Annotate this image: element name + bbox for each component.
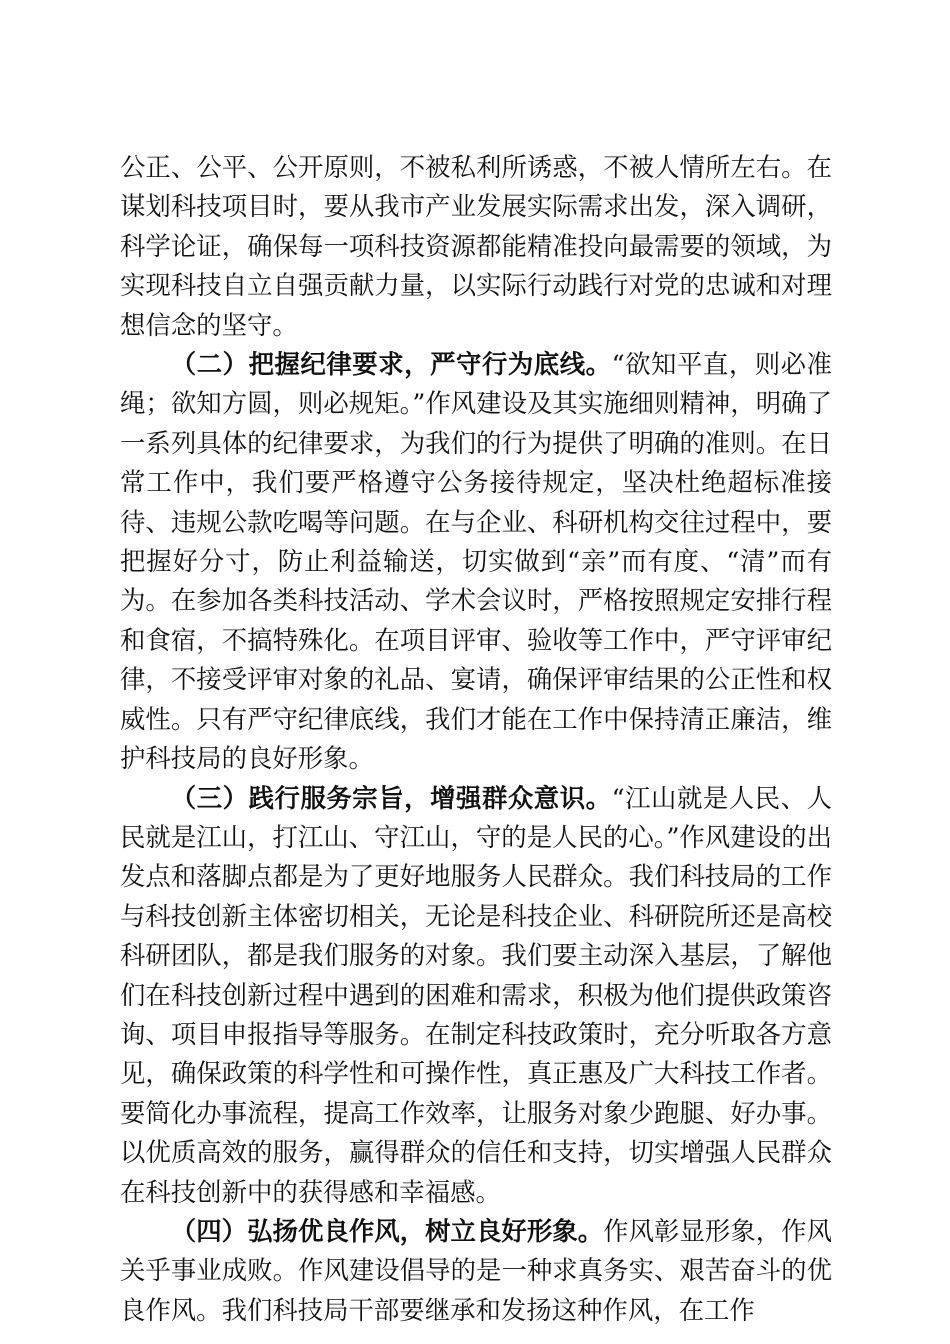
paragraph-style: [120, 1212, 832, 1330]
paragraph-text: 公正、公平、公开原则，不被私利所诱惑，不被人情所左右。在谋划科技项目时，要从我市产业发展实际需求出发，深入调研，科学论证，确保每一项科技资源都能精准投向最需要的领域，为实现科技自立自强贡献力量，以实际行动践行对党的忠诚和对理想信念的坚守。: [120, 152, 832, 340]
paragraph-text: “江山就是人民、人民就是江山，打江山、守江山，守的是人民的心。”作风建设的出发点和落脚点都是为了更好地服务人民群众。我们科技局的工作与科技创新主体密切相关，无论是科技企业、科研院所还是高校科研团队，都是我们服务的对象。我们要主动深入基层，了解他们在科技创新过程中遇到的困难和需求，积极为他们提供政策咨询、项目申报指导等服务。在制定科技政策时，充分听取各方意见，确保政策的科学性和可操作性，真正惠及广大科技工作者。要简化办事流程，提高工作效率，让服务对象少跑腿、好办事。以优质高效的服务，赢得群众的信任和支持，切实增强人民群众在科技创新中的获得感和幸福感。: [120, 782, 833, 1207]
section-heading-4: （四）弘扬优良作风，树立良好形象。: [170, 1215, 604, 1246]
paragraph-text: “欲知平直，则必准绳；欲知方圆，则必规矩。”作风建设及其实施细则精神，明确了一系列具体的纪律要求，为我们的行为提供了明确的准则。在日常工作中，我们要严格遵守公务接待规定，坚决杜绝超标准接待、违规公款吃喝等问题。在与企业、科研机构交往过程中，要把握好分寸，防止利益输送，切实做到“亲”而有度、“清”而有为。在参加各类科技活动、学术会议时，严格按照规定安排行程和食宿，不搞特殊化。在项目评审、验收等工作中，严守评审纪律，不接受评审对象的礼品、宴请，确保评审结果的公正性和权威性。只有严守纪律底线，我们才能在工作中保持清正廉洁，维护科技局的良好形象。: [120, 349, 833, 774]
section-heading-3: （三）践行服务宗旨，增强群众意识。: [170, 782, 612, 813]
section-heading-2: （二）把握纪律要求，严守行为底线。: [170, 349, 612, 380]
document-body: [120, 148, 832, 1330]
paragraph-continuation: [120, 148, 832, 345]
paragraph-service: [120, 779, 832, 1212]
paragraph-discipline: [120, 345, 832, 778]
paragraph-text: 作风彰显形象，作风关乎事业成败。作风建设倡导的是一种求真务实、艰苦奋斗的优良作风。我们科技局干部要继承和发扬这种作风，在工作: [120, 1215, 833, 1325]
